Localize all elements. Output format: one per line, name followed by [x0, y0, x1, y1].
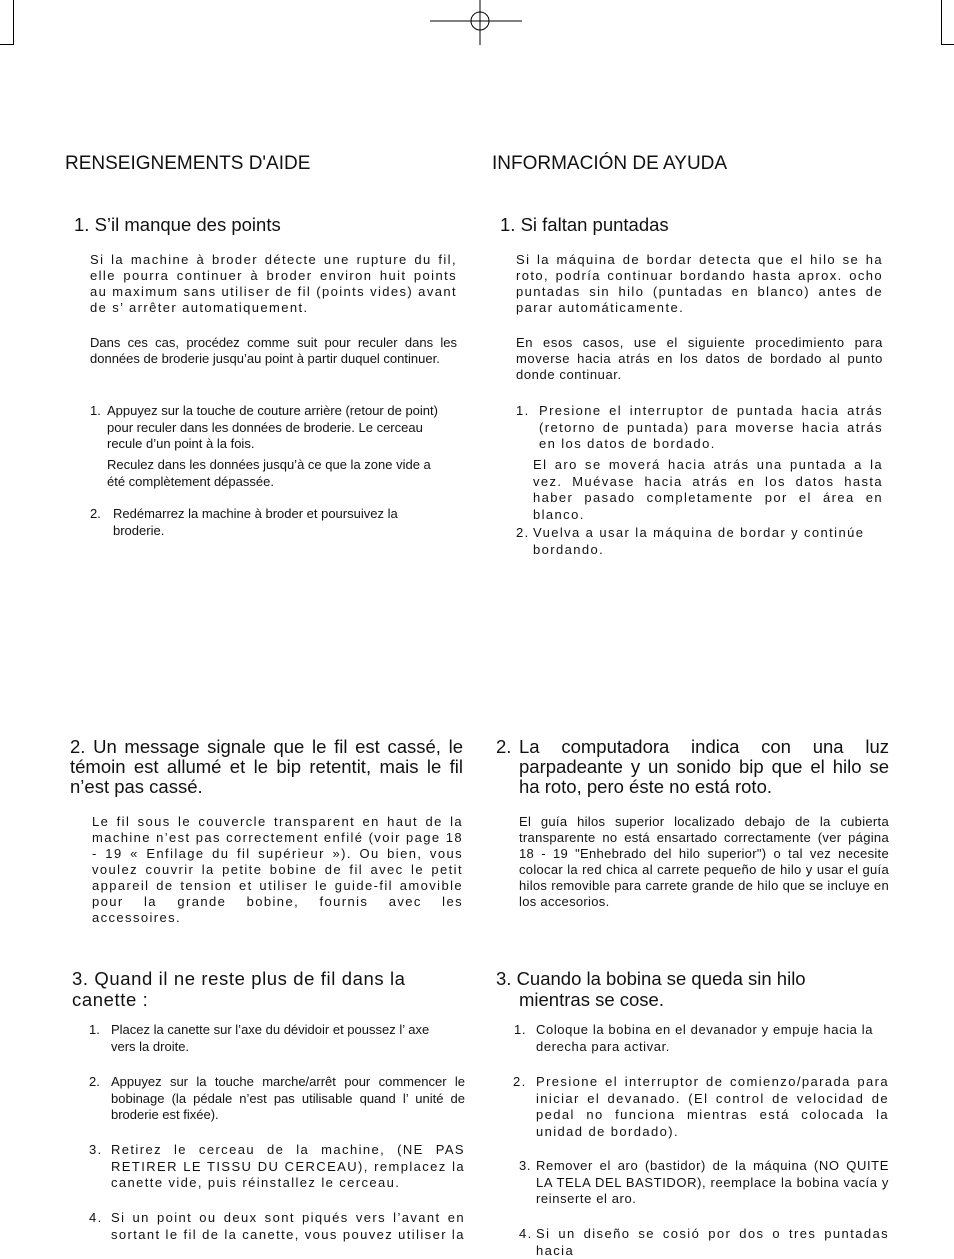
- left-s3-item-1: [89, 1022, 445, 1055]
- right-s1-paragraph-2: En esos casos, use el siguiente procedimiento para moverse hacia atrás en los datos de bordado al punto donde continuar.: [516, 335, 883, 382]
- right-s3-item-2-number: 2.: [513, 1074, 527, 1089]
- right-s1-heading: 1. Si faltan puntadas: [500, 214, 669, 235]
- crop-mark-right-vertical: [941, 0, 942, 44]
- right-s3-item-1-number: 1.: [514, 1022, 527, 1037]
- left-s3-item-3-number: 3.: [89, 1142, 103, 1157]
- right-s2-heading-text: La computadora indica con una luz parpadeante y un sonido bip que el hilo se ha roto, pero éste no está roto.: [519, 736, 889, 797]
- left-s2-paragraph: Le fil sous le couvercle transparent en haut de la machine n’est pas correctement enfilé (voir page 18 - 19 « Enfilage du fil supérieur »). Ou bien, vous voulez couvrir la petite bobine de fil avec le petit appareil de tension et utiliser le guide-fil amovible pour la grande bobine, fournis avec les accessoires.: [92, 814, 463, 925]
- left-s1-item-1: [90, 403, 444, 453]
- right-s3-item-4-text: Si un diseño se cosió por dos o tres puntadas hacia: [536, 1226, 889, 1258]
- left-s1-item-2: [90, 506, 450, 539]
- left-s3-item-4-number: 4.: [89, 1210, 103, 1225]
- right-s3-item-3-number: 3.: [519, 1158, 532, 1173]
- right-s1-item-2-text: Vuelva a usar la máquina de bordar y continúe bordando.: [533, 525, 865, 557]
- right-s1-item-1: [516, 403, 883, 453]
- right-s2-heading-number: 2.: [496, 736, 512, 757]
- right-s1-item-2-number: 2.: [516, 525, 530, 540]
- right-s3-item-4-number: 4.: [519, 1226, 533, 1241]
- right-s2-paragraph: El guía hilos superior localizado debajo de la cubierta transparente no está ensartado correctamente (ver página 18 - 19 "Enhebrado del hilo superior") o tal vez necesite colocar la red chica al carrete pequeño de hilo y usar el guía hilos removible para carrete grande de hilo que se incluye en los accesorios.: [519, 814, 889, 909]
- right-s1-item-2: [516, 525, 866, 558]
- crop-mark-right-horizontal: [941, 44, 954, 45]
- left-s3-item-2-text: Appuyez sur la touche marche/arrêt pour commencer le bobinage (la pédale n’est pas utilisable quand l’ unité de broderie est fixée).: [111, 1074, 465, 1122]
- left-s1-item-1-text: Appuyez sur la touche de couture arrière (retour de point) pour reculer dans les données de broderie. Le cerceau recule d’un point à la fois.: [107, 403, 438, 451]
- left-s3-item-3: [89, 1142, 465, 1192]
- left-s2-heading: 2. Un message signale que le fil est cassé, le témoin est allumé et le bip retentit, mais le fil n’est pas cassé.: [70, 736, 463, 797]
- left-s1-item-2-number: 2.: [90, 506, 101, 521]
- left-page-title: RENSEIGNEMENTS D'AIDE: [65, 153, 311, 174]
- right-s3-item-4: [519, 1226, 889, 1259]
- right-page-title: INFORMACIÓN DE AYUDA: [492, 153, 728, 174]
- left-s3-item-4-text: Si un point ou deux sont piqués vers l’avant en sortant le fil de la canette, vous pouvez utiliser la: [111, 1210, 465, 1242]
- right-s1-item-1-extra: El aro se moverá hacia atrás una puntada a la vez. Muévase hacia atrás en los datos hasta haber pasado completamente por el área en blanco.: [533, 457, 883, 522]
- left-s1-paragraph-1: Si la machine à broder détecte une rupture du fil, elle pourra continuer à broder environ huit points au maximum sans utiliser de fil (points vides) avant de s’ arrêter automatiquement.: [90, 252, 457, 315]
- right-s1-item-1-number: 1.: [516, 403, 530, 418]
- left-s3-heading: 3. Quand il ne reste plus de fil dans la canette :: [72, 968, 406, 1010]
- left-s1-item-2-text: Redémarrez la machine à broder et poursuivez la broderie.: [113, 506, 398, 538]
- left-s3-item-3-text: Retirez le cerceau de la machine, (NE PAS RETIRER LE TISSU DU CERCEAU), remplacez la canette vide, puis réinstallez le cerceau.: [111, 1142, 465, 1190]
- left-s3-item-1-number: 1.: [89, 1022, 100, 1037]
- right-s3-heading-text: 3. Cuando la bobina se queda sin hilo mientras se cose.: [496, 968, 806, 1010]
- right-s3-item-2: [513, 1074, 889, 1140]
- right-s3-item-3: [519, 1158, 889, 1208]
- crop-mark-left-vertical: [13, 0, 14, 44]
- registration-mark-icon: [430, 0, 524, 46]
- right-s3-heading: [496, 968, 876, 1010]
- left-s3-item-2-number: 2.: [89, 1074, 100, 1089]
- left-s3-item-2: [89, 1074, 465, 1124]
- right-s1-paragraph-1: Si la máquina de bordar detecta que el hilo se ha roto, podría continuar bordando hasta aprox. ocho puntadas sin hilo (puntadas en blanco) antes de parar automáticamente.: [516, 252, 883, 315]
- left-s1-heading: 1. S’il manque des points: [74, 214, 281, 235]
- right-s3-item-3-text: Remover el aro (bastidor) de la máquina (NO QUITE LA TELA DEL BASTIDOR), reemplace la bobina vacía y reinserte el aro.: [536, 1158, 889, 1206]
- left-s3-item-4: [89, 1210, 465, 1243]
- right-s3-item-1-text: Coloque la bobina en el devanador y empuje hacia la derecha para activar.: [536, 1022, 874, 1054]
- right-s3-item-1: [514, 1022, 886, 1055]
- left-s1-item-1-number: 1.: [90, 403, 101, 418]
- left-s3-item-1-text: Placez la canette sur l’axe du dévidoir et poussez l’ axe vers la droite.: [111, 1022, 430, 1054]
- right-s3-item-2-text: Presione el interruptor de comienzo/parada para iniciar el devanado. (El control de velocidad de pedal no funciona mientras está colocada la unidad de bordado).: [536, 1074, 889, 1139]
- right-s2-heading: [496, 737, 889, 797]
- right-s1-item-1-text: Presione el interruptor de puntada hacia atrás (retorno de puntada) para moverse hacia atrás en los datos de bordado.: [539, 403, 883, 451]
- left-s1-item-1-extra: Reculez dans les données jusqu’à ce que la zone vide a été complètement dépassée.: [107, 457, 431, 489]
- crop-mark-left-horizontal: [0, 44, 14, 45]
- left-s1-paragraph-2: Dans ces cas, procédez comme suit pour reculer dans les données de broderie jusqu’au point à partir duquel continuer.: [90, 335, 457, 366]
